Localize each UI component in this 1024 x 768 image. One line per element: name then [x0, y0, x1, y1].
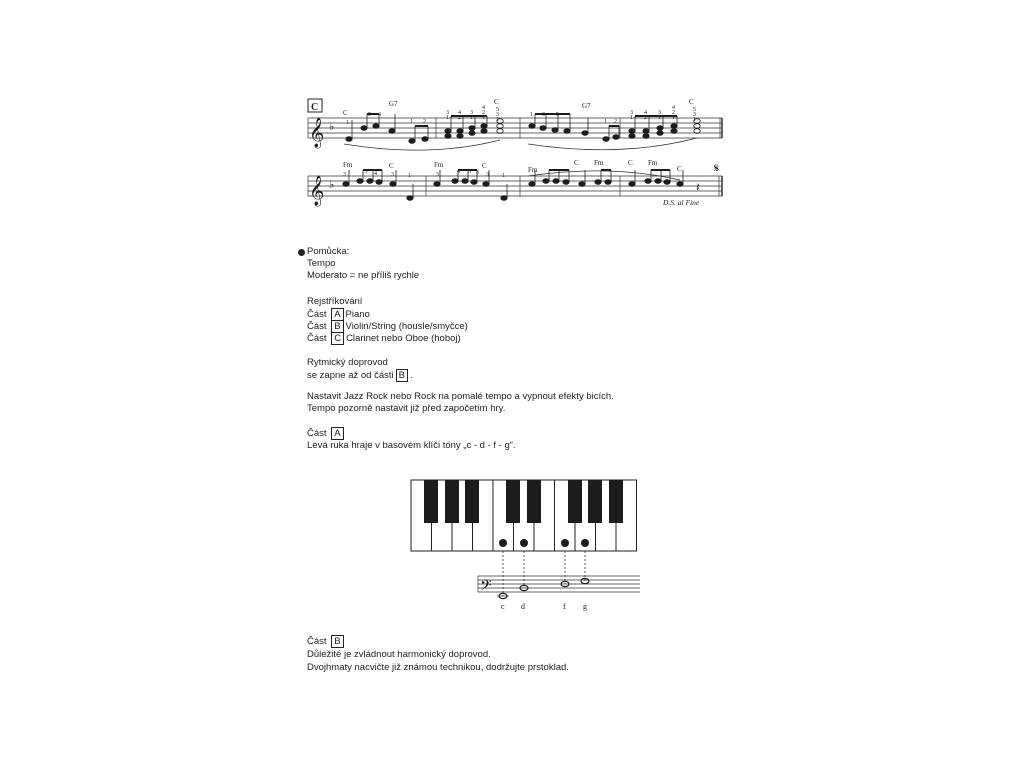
svg-text:4: 4: [672, 105, 675, 111]
chord-label: Fm: [434, 161, 444, 169]
part-word: Část: [307, 309, 327, 320]
part-a-text: Levá ruka hraje v basovém klíči tóny „c - d - f - g“.: [307, 440, 516, 451]
note-label: d: [521, 602, 525, 611]
part-b-heading: Část B: [307, 635, 346, 648]
note-label: f: [563, 602, 566, 611]
part-word: Část: [307, 321, 327, 332]
svg-text:2: 2: [672, 110, 675, 116]
svg-text:1: 1: [658, 115, 661, 121]
bullet-icon: [298, 249, 305, 256]
svg-text:2: 2: [614, 119, 617, 125]
svg-text:3: 3: [693, 112, 696, 118]
svg-text:1: 1: [604, 119, 607, 125]
svg-text:5: 5: [364, 169, 367, 175]
instrument-label: Violin/String (housle/smyčce): [345, 321, 468, 332]
svg-text:3: 3: [391, 172, 394, 178]
svg-text:2: 2: [423, 119, 426, 125]
slur-row-1: [344, 140, 500, 150]
svg-text:1: 1: [446, 115, 449, 121]
chord-label: Fm: [528, 166, 538, 174]
treble-clef-icon: 𝄞: [309, 118, 325, 147]
svg-text:3: 3: [496, 112, 499, 118]
part-box-b: B: [331, 635, 343, 648]
registration-title: Rejstříkování: [307, 296, 363, 307]
svg-text:1: 1: [502, 173, 505, 179]
svg-text:5: 5: [693, 107, 696, 113]
svg-text:1: 1: [530, 112, 533, 118]
svg-text:2: 2: [458, 115, 461, 121]
chord-label: C: [482, 162, 487, 170]
section-label: C: [311, 102, 319, 113]
part-a-heading: Část A: [307, 427, 346, 440]
svg-text:1: 1: [630, 115, 633, 121]
svg-text:3: 3: [446, 110, 449, 116]
sheet-music: [0, 0, 1024, 230]
notes-row-1: [346, 114, 700, 143]
chord-label: C: [689, 98, 694, 106]
chord-label: G7: [389, 100, 398, 108]
svg-text:2: 2: [482, 110, 485, 116]
tempo-label: Tempo: [307, 258, 336, 269]
svg-text:5: 5: [556, 112, 559, 118]
hint-title: Pomůcka:: [307, 246, 350, 257]
svg-text:1: 1: [346, 120, 349, 126]
instrument-label: Clarinet nebo Oboe (hoboj): [346, 333, 461, 344]
svg-text:5: 5: [368, 112, 371, 118]
part-b-line-2: Dvojhmaty nacvičte již známou technikou, dodržujte prstoklad.: [307, 662, 569, 673]
svg-text:3: 3: [542, 112, 545, 118]
svg-text:3: 3: [658, 110, 661, 116]
svg-text:4: 4: [374, 171, 377, 177]
chord-label: Fm: [648, 159, 658, 167]
svg-text:1: 1: [482, 115, 485, 121]
chord-label: Fm: [594, 159, 604, 167]
keyboard-diagram: [408, 478, 658, 628]
svg-text:4: 4: [457, 169, 460, 175]
svg-text:1: 1: [410, 119, 413, 125]
instrument-label: Piano: [345, 309, 370, 320]
note-label: c: [501, 602, 505, 611]
svg-text:4: 4: [644, 110, 647, 116]
note-label: g: [583, 602, 587, 611]
part-row-c: [307, 332, 461, 345]
flat-icon: ♭: [329, 179, 335, 191]
chord-label: G7: [582, 102, 591, 110]
part-box-b: B: [396, 369, 408, 382]
svg-text:4: 4: [458, 110, 461, 116]
part-box-c: C: [331, 332, 344, 345]
svg-text:1: 1: [496, 117, 499, 123]
svg-text:3: 3: [436, 172, 439, 178]
bass-notes: [499, 578, 589, 598]
part-box-a: A: [331, 308, 343, 321]
part-box-a: A: [331, 427, 343, 440]
chord-label: C: [343, 109, 348, 117]
svg-text:1: 1: [470, 115, 473, 121]
svg-text:3: 3: [470, 110, 473, 116]
svg-text:1: 1: [693, 117, 696, 123]
bass-clef-icon: 𝄢: [480, 577, 492, 597]
svg-text:3: 3: [343, 172, 346, 178]
chord-label: C: [628, 159, 633, 167]
part-word: Část: [307, 333, 327, 344]
svg-text:5: 5: [468, 169, 471, 175]
chord-label: C: [574, 159, 579, 167]
svg-text:4: 4: [378, 112, 381, 118]
svg-text:5: 5: [496, 107, 499, 113]
chord-label: C: [389, 162, 394, 170]
svg-text:3: 3: [630, 110, 633, 116]
chord-label: Fm: [343, 161, 353, 169]
tempo-value: Moderato = ne příliš rychle: [307, 270, 420, 281]
svg-text:3: 3: [486, 172, 489, 178]
ds-al-fine: D.S. al Fine: [663, 198, 700, 207]
jazz-line-2: Tempo pozorně nastavit již před započetím hry.: [307, 403, 506, 414]
svg-text:3: 3: [476, 170, 479, 176]
guide-lines: [503, 551, 585, 596]
rhythm-line-1: Rytmický doprovod: [307, 357, 388, 368]
rhythm-line-2: se zapne až od části B .: [307, 370, 413, 381]
rest-icon: 𝄽: [696, 180, 700, 194]
treble-clef-icon: 𝄞: [309, 176, 325, 205]
jazz-line-1: Nastavit Jazz Rock nebo Rock na pomalé tempo a vypnout efekty bicích.: [307, 391, 614, 402]
segno-icon: 𝄋: [714, 161, 720, 175]
svg-text:4: 4: [482, 105, 485, 111]
flat-icon: ♭: [329, 121, 335, 133]
svg-text:1: 1: [408, 173, 411, 179]
svg-text:1: 1: [672, 115, 675, 121]
part-b-line-1: Důležité je zvládnout harmonický doprovod.: [307, 649, 491, 660]
svg-text:2: 2: [644, 115, 647, 121]
chord-label: C: [677, 165, 682, 173]
part-box-b: B: [331, 320, 343, 333]
chord-label: C: [494, 98, 499, 106]
